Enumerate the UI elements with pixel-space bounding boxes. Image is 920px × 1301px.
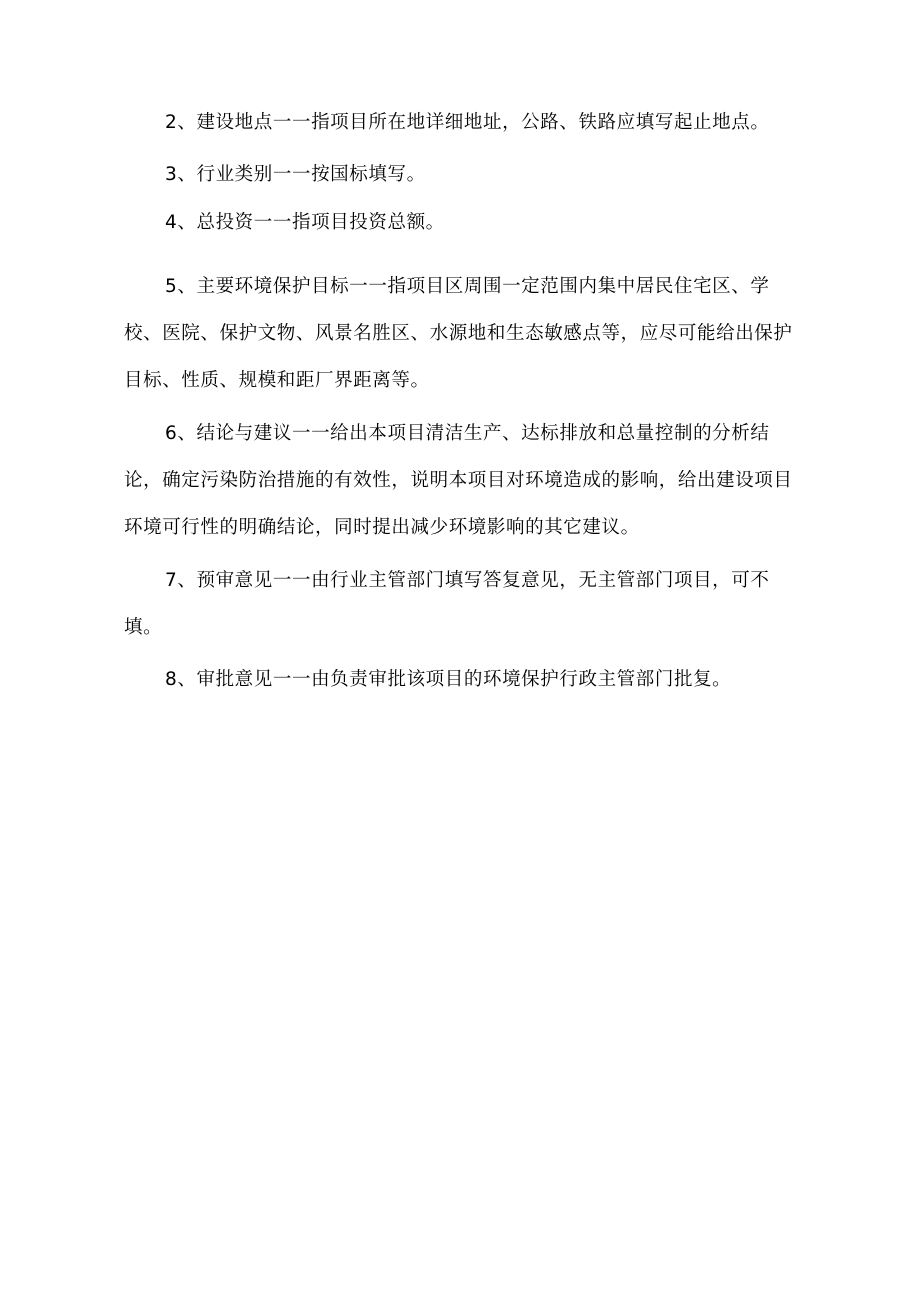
paragraph-preliminary-review: 7、预审意见一一由行业主管部门填写答复意见，无主管部门项目，可不填。 [124,570,770,638]
paragraph-construction-location: 2、建设地点一一指项目所在地详细地址，公路、铁路应填写起止地点。 [165,112,770,133]
paragraph-protection-targets: 5、主要环境保护目标一一指项目区周围一定范围内集中居民住宅区、学校、医院、保护文物、风景名胜区、水源地和生态敏感点等，应尽可能给出保护目标、性质、规模和距厂界距离等。 [124,276,793,391]
paragraph-total-investment: 4、总投资一一指项目投资总额。 [165,212,445,233]
paragraph-conclusions-suggestions: 6、结论与建议一一给出本项目清洁生产、达标排放和总量控制的分析结论，确定污染防治措施的有效性，说明本项目对环境造成的影响，给出建设项目环境可行性的明确结论，同时提出减少环境影响的其它建议。 [124,423,793,538]
paragraph-industry-category: 3、行业类别一一按国标填写。 [165,164,426,185]
paragraph-approval-opinion: 8、审批意见一一由负责审批该项目的环境保护行政主管部门批复。 [165,669,732,690]
